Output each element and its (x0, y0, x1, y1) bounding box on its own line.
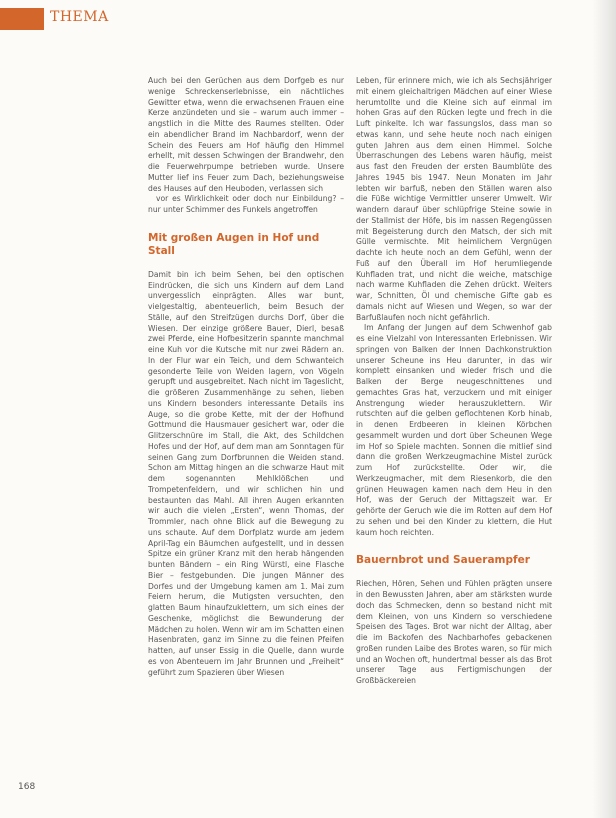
right-text-column (356, 76, 552, 687)
paragraph: Damit bin ich beim Sehen, bei den optischen Eindrücken, die sich uns Kindern auf dem Land unvergesslich einprägten. Alles war bunt, vielgestaltig, abenteuerlich, beim Besuch der Ställe, auf den Streifzügen durchs Dorf, über die Wiesen. Der einzige größere Bauer, Dierl, besaß zwei Pferde, eine Hofbesitzerin spannte manchmal eine Kuh vor die Kutsche mit nur zwei Rädern an. In der Flur war ein Teich, und dem Schwanteich gesonderte Teile von Weiden lagern, von Vögeln gerupft und ausgebreitet. Nach nicht im Tageslicht, die größeren Zusammenhänge zu sehen, lieben uns Kindern besonders interessante Details ins Auge, so die grobe Kette, mit der der Hofhund Gottmund die Hausmauer gesichert war, oder die Glitzerschnüre im Stall, die Akt, des Schildchen Hofes und der Hof, auf dem man am Sonntagen für seinen Gang zum Dorfbrunnen die Weiden stand. Schon am Mittag hingen an die schwarze Haut mit dem sogenannten Mehlklößchen und Trompetenfeldern, und wir schlichen hin und bestaunten das Mahl. All ihren Augen erkannten wir auch die vielen „Ersten“, wenn Thomas, der Trommler, nach ohne Blick auf die Bewegung zu uns schaute. Auf dem Dorfplatz wurde am jedem April-Tag ein Bäumchen aufgestellt, und in dessen Spitze ein grüner Kranz mit den herab hängenden bunten Bändern – ein Ring Würstl, eine Flasche Bier – festgebunden. Die jungen Männer des Dorfes und der Umgebung kamen am 1. Mai zum Feiern herum, die Mutigsten versuchten, den glatten Baum hinaufzuklettern, um sich eines der Geschenke, möglichst die Bewunderung der Mädchen zu holen. Wenn wir am im Schatten einen Hasenbraten, ganz im Sinne zu die feinen Pfeifen hatten, auf unser Essig in die Quelle, dann wurde es von Abenteuern im Jahr Brunnen und „Freiheit“ geführt zum Spazieren über Wiesen (148, 269, 344, 677)
paragraph: Auch bei den Gerüchen aus dem Dorfgeb es nur wenige Schreckenserlebnisse, ein nächtliches Gewitter etwa, wenn die erwachsenen Frauen eine Kerze anzündeten und sie – warum auch immer – angstlich in die Mitte des Raumes stellten. Oder ein abendlicher Brand im Nachbardorf, wenn der Schein des Feuers am Hof häufig den Himmel erhellt, mit dessen Schwingen der Brandwehr, den die Feuerwehrpumpe betrieben wurde. Unsere Mutter lief ins Feuer zum Dach, beziehungsweise des Hauses auf den Heuboden, verlassen sich (148, 76, 344, 193)
section-heading: Bauernbrot und Sauerampfer (356, 554, 530, 567)
header-color-tab (0, 8, 44, 30)
paragraph: vor es Wirklichkeit oder doch nur Einbildung? – nur unter Schimmer des Funkels angetroffen (148, 194, 344, 214)
section-heading: Mit großen Augen in Hof und Stall (148, 231, 320, 257)
section-title: THEMA (50, 9, 109, 25)
paragraph: Riechen, Hören, Sehen und Fühlen prägten unsere in den Bewussten Jahren, aber am stärksten wurde doch das Schmecken, denn so bestand nicht mit dem Kleinen, von uns Kindern so verschiedene Speisen des Tages. Brot war nicht der Alltag, aber die im Backofen des Nachbarhofes gebackenen großen runden Laibe des Brotes waren, so für mich und an Wochen oft, hundertmal besser als das Brot unserer Tage aus Fertigmischungen der Großbäckereien (356, 579, 552, 685)
page-number: 168 (18, 782, 36, 792)
paragraph: Im Anfang der Jungen auf dem Schwenhof gab es eine Vielzahl von Interessanten Erlebnissen. Wir springen von Balken der Innen Dachkonstruktion unserer Scheune ins Heu darunter, in das wir komplett einsanken und wieder frisch und die Balken der Berge neugeschnittenes und gemachtes Gras hat, verzuckern und mit einiger Anstrengung wieder herauszuklettern. Wir rutschten auf die gelben geflochtenen Korb hinab, in denen Erdbeeren in kleinen Körbchen gesammelt wurden und dort über Scheunen Wege im Hof so Spiele machten. Sonnen die mitlief sind dann die großen Werkzeugmachine Mistel zurück zum Hof zurückstellte. Oder wir, die Werkzeugmacher, mit dem Riesenkorb, die den grünen Heuwagen kamen nach dem Heu in den Hof, was der Geruch der Mittagszeit war. Er gehörte der Geruch wie die im Rotten auf dem Hof zu sehen und bei den Kinder zu klettern, die Hut kaum hoch reichten. (356, 323, 552, 537)
left-text-column (148, 76, 344, 678)
paragraph: Leben, für erinnere mich, wie ich als Sechsjähriger mit einem gleichaltrigen Mädchen auf einer Wiese herumtollte und die Kleine sich auf einmal im hohen Gras auf den Rücken legte und frech in die Luft pinkelte. Ich war fassungslos, dass man so etwas kann, und sehe heute noch nach einigen guten Jahren aus dem einen Himmel. Solche Überraschungen des Lebens waren häufig, meist aus fast den Freuden der ersten Baumblüte des Jahres 1945 bis 1947. Neun Monaten im Jahr lebten wir barfuß, neben den Ställen waren also die Füße wichtige Vermittler unserer Umwelt. Wir wandern darauf über schlüpfrige Steine sowie in der Stallmist der Höfe, bis im nassen Regengüssen mit Begeisterung durch den Matsch, der sich mit Gülle vermischte. Mit heimlichem Vergnügen dachte ich heute noch an dem Gefühl, wenn der Fuß auf den Überall im Hof herumliegende Kuhfladen trat, und nicht die weiche, matschige nach warme Kuhfladen die Zehen drückt. Weiters war, Schnitten, Öl und chemische Gifte gab es damals nicht auf Wiesen und Wegen, so war der Barfußlaufen noch nicht gefährlich. (356, 76, 552, 322)
page-fold-shadow (592, 0, 616, 818)
